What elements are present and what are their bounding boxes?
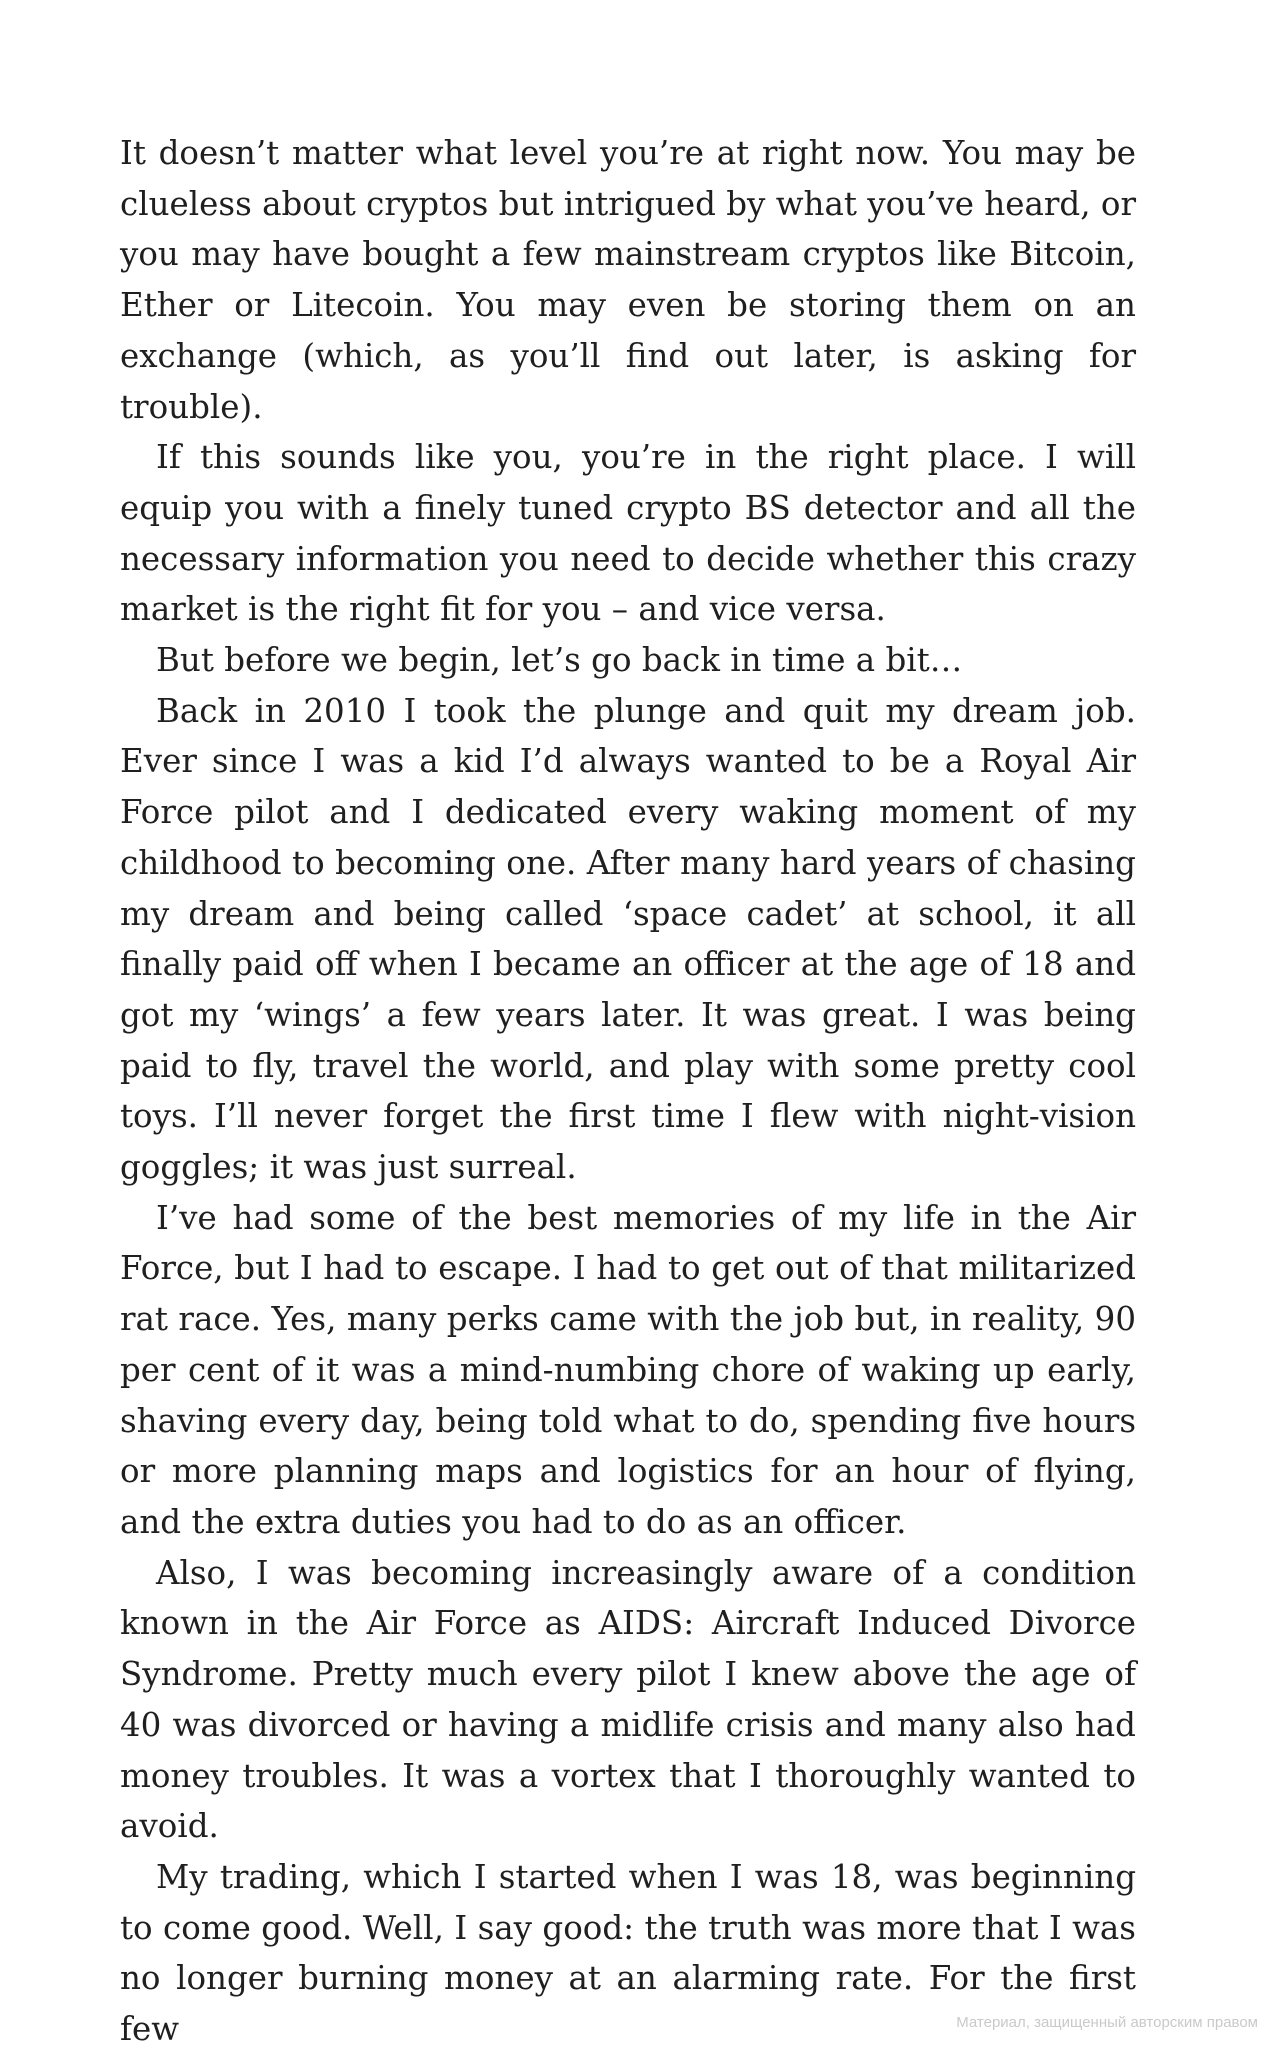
paragraph-2: If this sounds like you, you’re in the right place. I will equip you with a finely tuned crypto BS detector and all the necessary information you need to decide whether this crazy market is the right fit for you – and vice versa. [120,438,1136,629]
paragraph-3: But before we begin, let’s go back in time a bit… [156,641,963,680]
paragraph-1: It doesn’t matter what level you’re at right now. You may be clueless about cryptos but intrigued by what you’ve heard, or you may have bought a few mainstream cryptos like Bitcoin, Ether or Litecoin. You may even be storing them on an exchange (which, as you’ll find out later, is asking for trouble). [120,134,1137,426]
paragraph-5: I’ve had some of the best memories of my life in the Air Force, but I had to escape. I had to get out of that militarized rat race. Yes, many perks came with the job but, in reality, 90 per cent of it was a mind-numbing chore of waking up early, shaving every day, being told what to do, spending five hours or more planning maps and logistics for an hour of flying, and the extra duties you had to do as an officer. [120,1198,1136,1541]
paragraph-6: Also, I was becoming increasingly aware of a condition known in the Air Force as AIDS: Aircraft Induced Divorce Syndrome. Pretty much every pilot I knew above the age of 40 was divorced or having a midlife crisis and many also had money troubles. It was a vortex that I thoroughly wanted to avoid. [120,1553,1136,1846]
body-text [120,128,1136,2055]
paragraph-7: My trading, which I started when I was 18, was beginning to come good. Well, I say good: the truth was more that I was no longer burning money at an alarming rate. For the first few [120,1857,1136,2049]
copyright-watermark: Материал, защищенный авторским правом [956,2014,1258,2031]
paragraph-4: Back in 2010 I took the plunge and quit my dream job. Ever since I was a kid I’d always wanted to be a Royal Air Force pilot and I dedicated every waking moment of my childhood to becoming one. After many hard years of chasing my dream and being called ‘space cadet’ at school, it all finally paid off when I became an officer at the age of 18 and got my ‘wings’ a few years later. It was great. I was being paid to fly, travel the world, and play with some pretty cool toys. I’ll never forget the first time I flew with night-vision goggles; it was just surreal. [120,691,1136,1187]
